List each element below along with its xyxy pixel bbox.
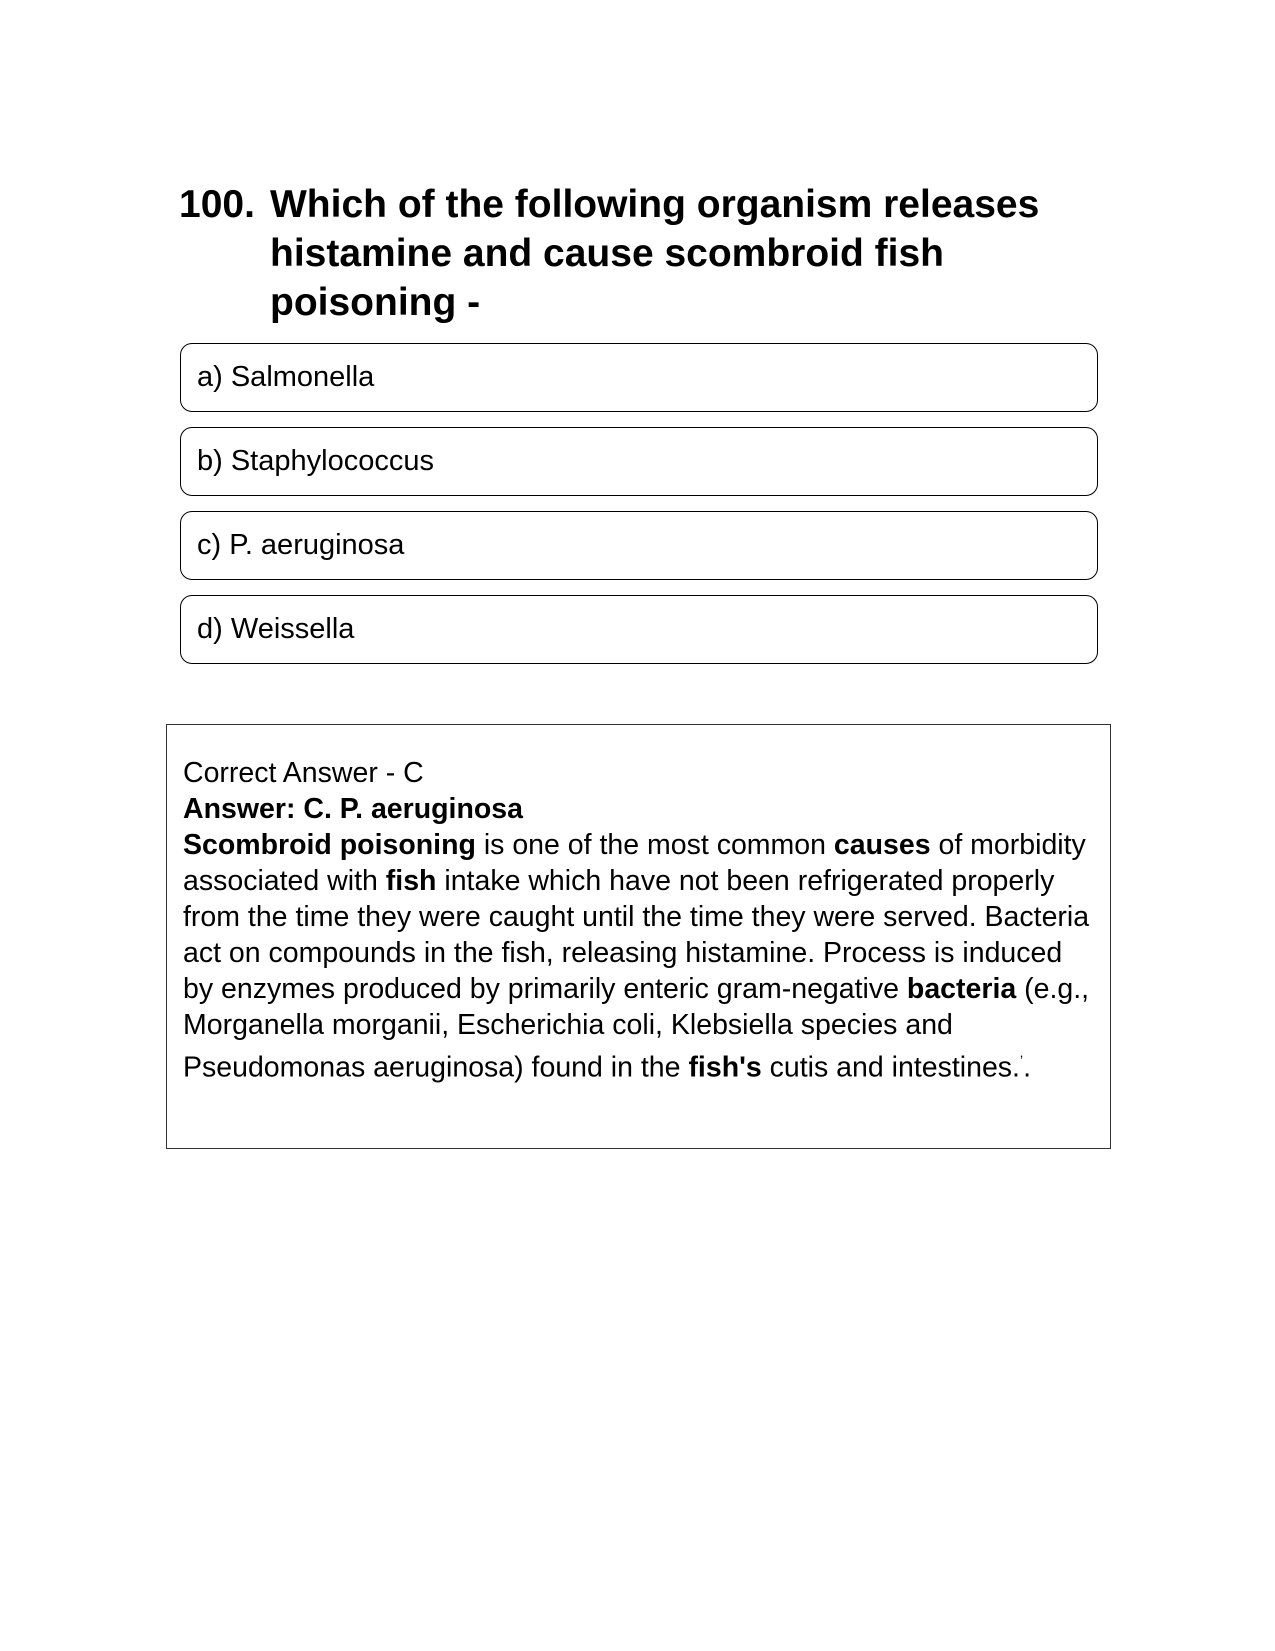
explanation-term-fish: fish bbox=[385, 865, 437, 897]
option-d-label: d) Weissella bbox=[197, 613, 355, 645]
explanation-term-causes: causes bbox=[833, 829, 931, 861]
option-d[interactable] bbox=[180, 595, 1098, 664]
question-block bbox=[179, 180, 1109, 327]
reference-mark: ʼ bbox=[1019, 1053, 1024, 1069]
explanation-text-segment: . bbox=[1023, 1051, 1032, 1084]
option-c[interactable] bbox=[180, 511, 1098, 580]
explanation-term-fishs: fish's bbox=[688, 1051, 762, 1084]
options-list bbox=[180, 343, 1098, 679]
correct-answer-line: Correct Answer - C bbox=[183, 757, 424, 789]
explanation-text bbox=[183, 827, 1094, 1086]
option-c-label: c) P. aeruginosa bbox=[197, 529, 405, 561]
answer-line: Answer: C. P. aeruginosa bbox=[183, 793, 523, 825]
option-b-label: b) Staphylococcus bbox=[197, 445, 434, 477]
explanation-text-segment: is one of the most common bbox=[475, 829, 834, 861]
question-number: 100. bbox=[179, 183, 255, 226]
explanation-term-scombroid: Scombroid poisoning bbox=[183, 829, 476, 861]
explanation-text-segment: cutis and intestines. bbox=[761, 1051, 1020, 1084]
option-a[interactable] bbox=[180, 343, 1098, 412]
explanation-text-segment: of morbidity associated with bbox=[183, 829, 1086, 897]
explanation-text-segment: intake which have not been refrigerated properly from the time they were caught until the time they were served. Bacteria act on compounds in the fish, releasing histamine. Process is induced by enzymes produced by primarily enteric gram-negative bbox=[183, 865, 1090, 1005]
option-a-label: a) Salmonella bbox=[197, 361, 375, 393]
question-text: Which of the following organism releases histamine and cause scombroid fish poisoning - bbox=[270, 183, 1040, 324]
explanation-box bbox=[166, 724, 1111, 1149]
explanation-text-segment: (e.g., Morganella morganii, Escherichia coli, Klebsiella species and Pseudomonas aeruginosa) found in the bbox=[183, 973, 1090, 1084]
explanation-term-bacteria: bacteria bbox=[906, 973, 1017, 1005]
option-b[interactable] bbox=[180, 427, 1098, 496]
